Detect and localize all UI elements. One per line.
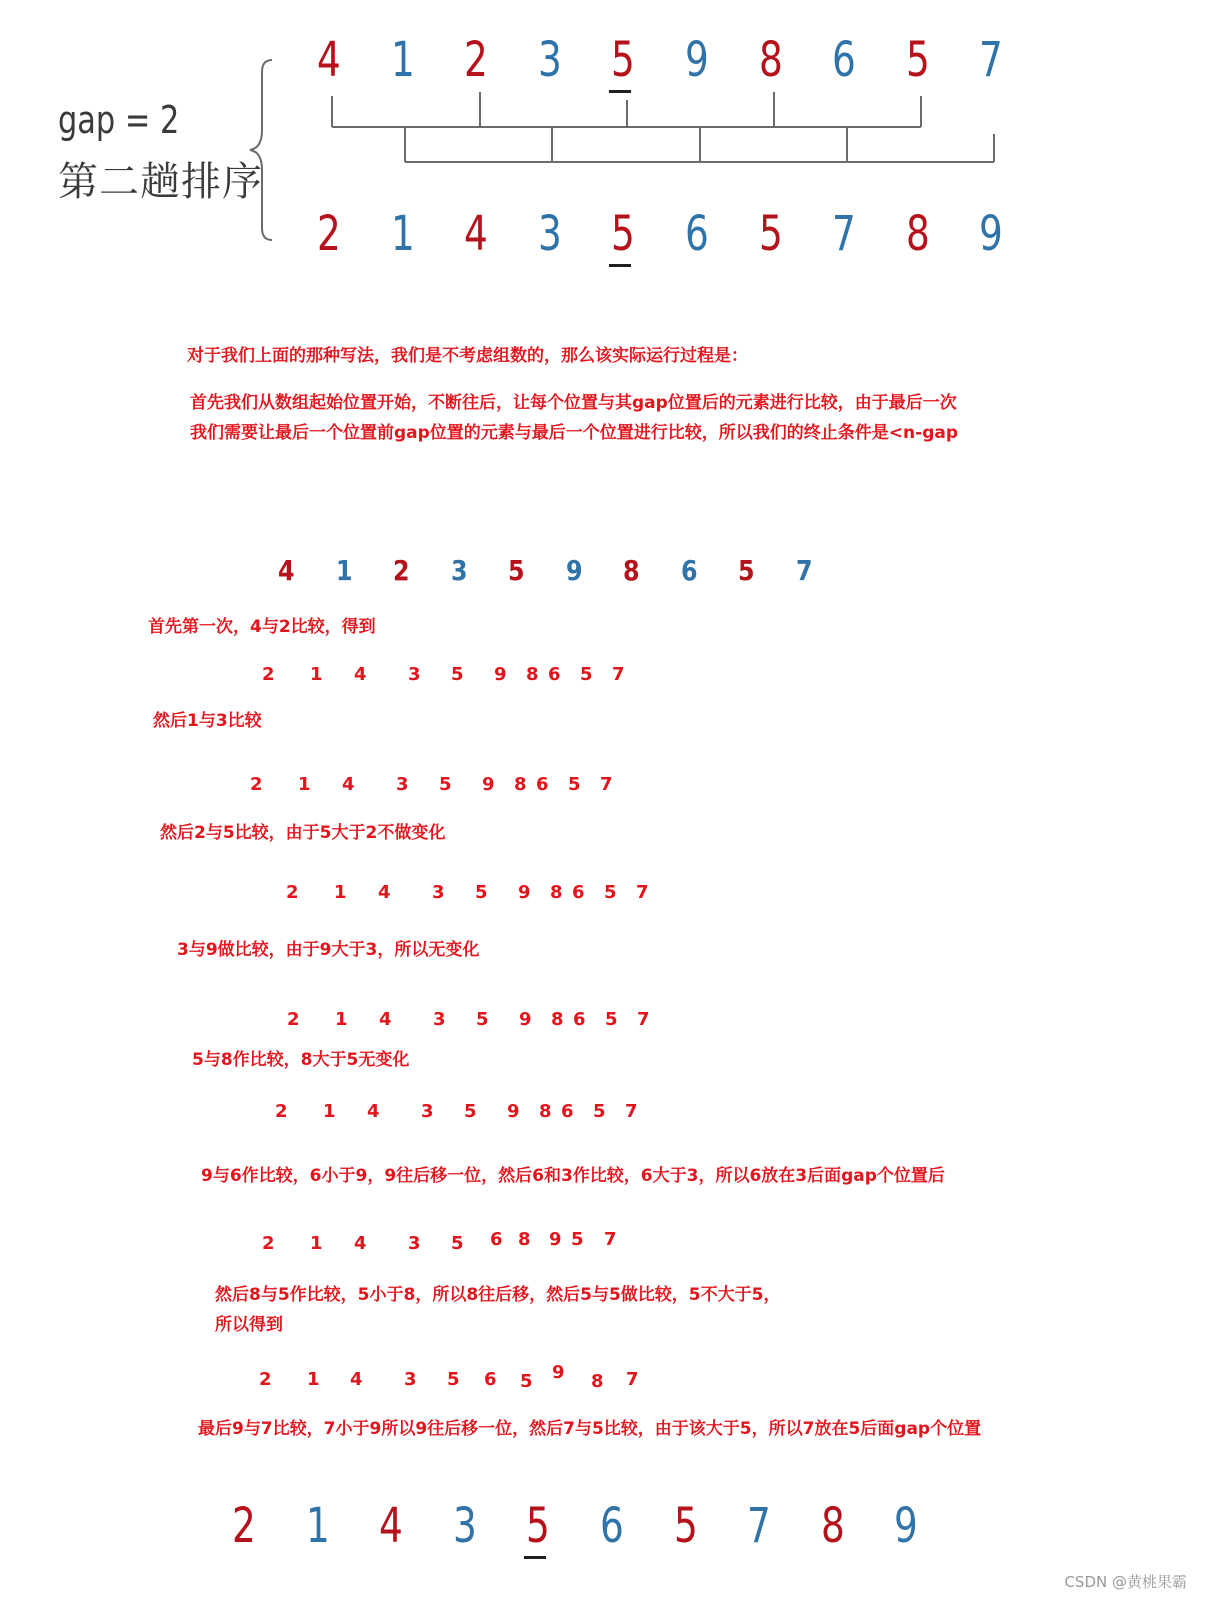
bottom-row-digit: 3 (537, 206, 562, 262)
step7a-note: 然后8与5作比较，5小于8，所以8往后移，然后5与5做比较，5不大于5， (215, 1285, 781, 1305)
sequence-2-number: 4 (342, 774, 355, 795)
top-row-digit: 9 (685, 32, 709, 88)
sequence-7-number: 5 (520, 1371, 533, 1392)
middle-row-digit: 2 (393, 554, 410, 587)
sequence-5-number: 2 (275, 1101, 288, 1122)
final-row-digit: 4 (379, 1498, 404, 1554)
sequence-3-number: 8 (550, 882, 563, 903)
top-row-digit: 5 (905, 32, 930, 88)
bottom-row-digit: 5 (611, 206, 636, 262)
sequence-5-number: 6 (561, 1101, 574, 1122)
sequence-2-number: 5 (568, 774, 581, 795)
para1-note: 首先我们从数组起始位置开始，不断往后，让每个位置与其gap位置后的元素进行比较，由于最后一次 (190, 393, 957, 413)
sequence-7-number: 1 (307, 1369, 320, 1390)
sequence-7-number: 2 (259, 1369, 272, 1390)
sequence-5-number: 7 (625, 1101, 638, 1122)
sequence-3-number: 1 (334, 882, 347, 903)
final-row-digit: 8 (820, 1498, 845, 1554)
step7b-note: 所以得到 (215, 1315, 283, 1335)
sequence-3-number: 9 (518, 882, 531, 903)
sequence-6-number: 5 (571, 1229, 584, 1250)
sequence-2-number: 2 (250, 774, 263, 795)
sequence-2-number: 5 (439, 774, 452, 795)
sequence-1-number: 8 (526, 664, 539, 685)
sequence-1-number: 6 (548, 664, 561, 685)
pass-label: 第二趟排序 (58, 159, 263, 205)
sequence-1-number: 7 (612, 664, 625, 685)
sequence-2-number: 1 (298, 774, 311, 795)
sequence-3-number: 6 (572, 882, 585, 903)
step4-note: 3与9做比较，由于9大于3，所以无变化 (177, 940, 480, 960)
sequence-2-number: 8 (514, 774, 527, 795)
final-row-digit: 5 (526, 1498, 551, 1554)
sequence-4-number: 5 (476, 1009, 489, 1030)
sequence-5-number: 1 (323, 1101, 336, 1122)
watermark: CSDN @黄桃果霸 (1064, 1573, 1187, 1591)
gap-label: gap = 2 (58, 98, 180, 142)
bottom-row-underline (609, 264, 631, 267)
middle-row-digit: 7 (795, 554, 813, 587)
bottom-row-digit: 4 (464, 206, 489, 262)
sequence-4-number: 1 (335, 1009, 348, 1030)
middle-row-digit: 1 (335, 554, 353, 587)
sequence-5-number: 8 (539, 1101, 552, 1122)
sequence-6-number: 4 (354, 1233, 367, 1254)
sequence-4-number: 5 (605, 1009, 618, 1030)
sequence-6-number: 5 (451, 1233, 464, 1254)
step5-note: 5与8作比较，8大于5无变化 (192, 1050, 410, 1070)
sequence-7-number: 7 (626, 1369, 639, 1390)
sequence-6-number: 6 (490, 1229, 503, 1250)
sequence-5-number: 4 (367, 1101, 380, 1122)
sequence-3-number: 3 (432, 882, 445, 903)
sequence-6-number: 8 (518, 1229, 531, 1250)
step8-note: 最后9与7比较，7小于9所以9往后移一位，然后7与5比较，由于该大于5，所以7放在5后面gap个位置 (198, 1419, 982, 1439)
top-row-digit: 1 (390, 32, 415, 88)
sequence-2-number: 9 (482, 774, 495, 795)
left-bracket (250, 60, 272, 240)
sequence-4-number: 3 (433, 1009, 446, 1030)
bottom-row-digit: 7 (832, 206, 857, 262)
sequence-1-number: 2 (262, 664, 275, 685)
top-row-digit: 8 (758, 32, 783, 88)
sequence-6-number: 7 (604, 1229, 617, 1250)
bottom-row-digit: 9 (979, 206, 1004, 262)
bottom-row-digit: 5 (758, 206, 783, 262)
sequence-7-number: 6 (484, 1369, 497, 1390)
sequence-5-number: 5 (464, 1101, 477, 1122)
top-row-digit: 6 (832, 32, 857, 88)
para2-note: 我们需要让最后一个位置前gap位置的元素与最后一个位置进行比较，所以我们的终止条件是<n-gap (190, 423, 959, 443)
sequence-3-number: 5 (604, 882, 617, 903)
step3-note: 然后2与5比较，由于5大于2不做变化 (160, 823, 446, 843)
sequence-3-number: 2 (286, 882, 299, 903)
top-row-underline (609, 90, 631, 93)
sequence-3-number: 7 (636, 882, 649, 903)
top-row-digit: 3 (537, 32, 562, 88)
middle-row-digit: 3 (450, 554, 468, 587)
top-row-digit: 2 (464, 32, 489, 88)
sequence-3-number: 4 (378, 882, 391, 903)
final-row-digit: 1 (305, 1498, 330, 1554)
sequence-7-number: 4 (350, 1369, 363, 1390)
top-row-digit: 5 (611, 32, 636, 88)
final-row-digit: 6 (600, 1498, 624, 1554)
step6-note: 9与6作比较，6小于9，9往后移一位，然后6和3作比较，6大于3，所以6放在3后面gap个位置后 (201, 1166, 945, 1186)
sequence-6-number: 9 (549, 1229, 562, 1250)
group-b-bracket (405, 127, 994, 162)
sequence-4-number: 7 (637, 1009, 650, 1030)
sequence-5-number: 5 (593, 1101, 606, 1122)
sequence-4-number: 9 (519, 1009, 532, 1030)
final-row-digit: 3 (452, 1498, 477, 1554)
final-row-digit: 9 (894, 1498, 919, 1554)
sequence-1-number: 3 (408, 664, 421, 685)
sequence-3-number: 5 (475, 882, 488, 903)
middle-row-digit: 6 (680, 554, 698, 587)
intro-note: 对于我们上面的那种写法，我们是不考虑组数的，那么该实际运行过程是： (187, 346, 748, 366)
bottom-row-digit: 8 (905, 206, 930, 262)
sequence-5-number: 3 (421, 1101, 434, 1122)
sequence-4-number: 4 (379, 1009, 392, 1030)
sequence-7-number: 8 (591, 1371, 604, 1392)
bottom-row-digit: 1 (390, 206, 415, 262)
sequence-1-number: 9 (494, 664, 507, 685)
sequence-4-number: 2 (287, 1009, 300, 1030)
bottom-row-digit: 2 (317, 206, 341, 262)
middle-row-digit: 4 (278, 554, 295, 587)
sequence-1-number: 5 (580, 664, 593, 685)
step1-note: 首先第一次，4与2比较，得到 (148, 617, 376, 637)
sequence-2-number: 6 (536, 774, 549, 795)
sequence-6-number: 2 (262, 1233, 275, 1254)
sequence-1-number: 1 (310, 664, 323, 685)
sequence-1-number: 4 (354, 664, 367, 685)
final-row-digit: 5 (673, 1498, 698, 1554)
step2-note: 然后1与3比较 (153, 711, 262, 731)
sequence-7-number: 5 (447, 1369, 460, 1390)
final-row-digit: 2 (232, 1498, 256, 1554)
sequence-7-number: 3 (404, 1369, 417, 1390)
sequence-2-number: 7 (600, 774, 613, 795)
sequence-4-number: 8 (551, 1009, 564, 1030)
group-a-bracket (332, 92, 921, 127)
top-row-digit: 4 (317, 32, 341, 88)
middle-row-digit: 5 (508, 554, 525, 587)
sequence-2-number: 3 (396, 774, 409, 795)
final-row-underline (524, 1556, 546, 1559)
middle-row-digit: 5 (738, 554, 755, 587)
sequence-6-number: 3 (408, 1233, 421, 1254)
top-row-digit: 7 (979, 32, 1004, 88)
sequence-1-number: 5 (451, 664, 464, 685)
bottom-row-digit: 6 (685, 206, 709, 262)
final-row-digit: 7 (747, 1498, 772, 1554)
sequence-4-number: 6 (573, 1009, 586, 1030)
diagram-lines (0, 0, 1211, 300)
sequence-6-number: 1 (310, 1233, 323, 1254)
sequence-7-number: 9 (552, 1362, 565, 1383)
sequence-5-number: 9 (507, 1101, 520, 1122)
middle-row-digit: 9 (565, 554, 583, 587)
middle-row-digit: 8 (623, 554, 640, 587)
